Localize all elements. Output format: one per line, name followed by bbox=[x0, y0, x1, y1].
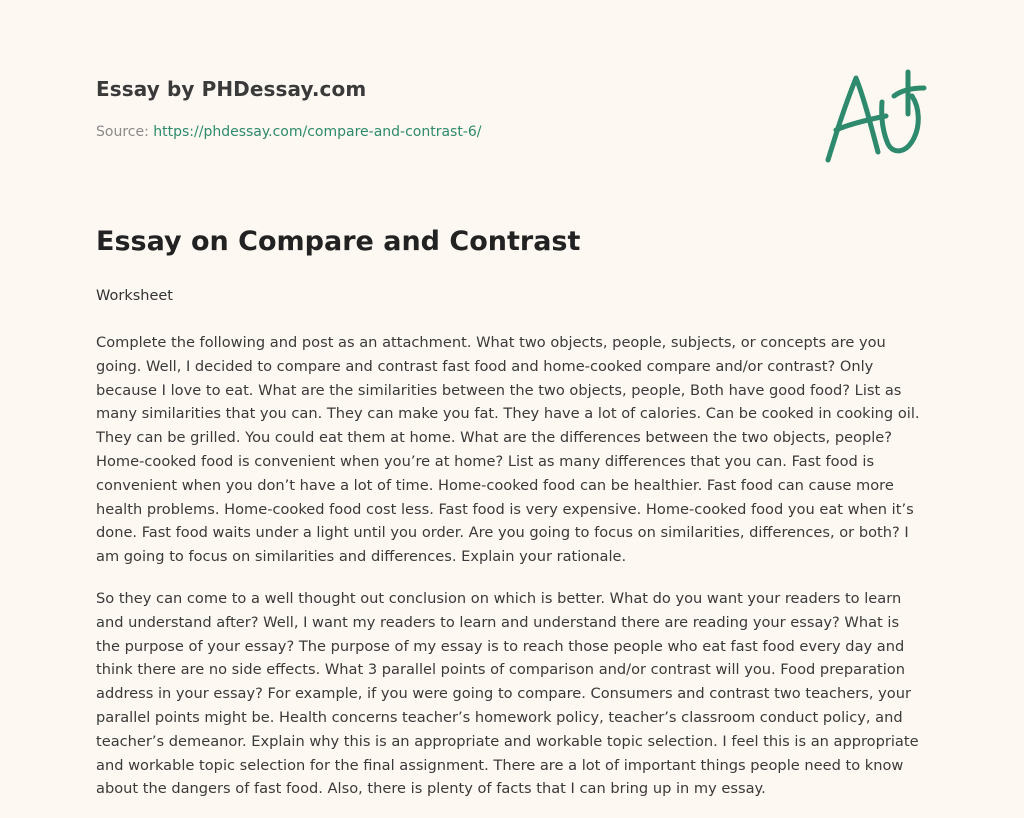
source-label: Source: bbox=[96, 124, 149, 140]
essay-title: Essay on Compare and Contrast bbox=[96, 226, 581, 257]
essay-subheading: Worksheet bbox=[96, 288, 173, 304]
essay-paragraph-2: So they can come to a well thought out conclusion on which is better. What do you want your readers to learn and understand after? Well, I want my readers to learn and understand there are reading your essay? What is the purpose of your essay? The purpose of my essay is to reach those people who eat fast food every day and think there are no side effects. What 3 parallel points of comparison and/or contrast will you. Food preparation address in your essay? For example, if you were going to compare. Consumers and contrast two teachers, your parallel points might be. Health concerns teacher’s homework policy, teacher’s classroom conduct policy, and teacher’s demeanor. Explain why this is an appropriate and workable topic selection. I feel this is an appropriate and workable topic selection for the final assignment. There are a lot of important things people need to know about the dangers of fast food. Also, there is plenty of facts that I can bring up in my essay. bbox=[96, 590, 919, 798]
source-link[interactable]: https://phdessay.com/compare-and-contrast-6/ bbox=[153, 124, 482, 140]
site-title: Essay by PHDessay.com bbox=[96, 77, 367, 101]
a-plus-logo-icon bbox=[824, 68, 928, 164]
essay-paragraph-1: Complete the following and post as an attachment. What two objects, people, subjects, or concepts are you going. Well, I decided to compare and contrast fast food and home-cooked compare and/or contrast? Only because I love to eat. What are the similarities between the two objects, people, Both have good food? List as many similarities that you can. They can make you fat. They have a lot of calories. Can be cooked in cooking oil. They can be grilled. You could eat them at home. What are the differences between the two objects, people? Home-cooked food is convenient when you’re at home? List as many differences that you can. Fast food is convenient when you don’t have a lot of time. Home-cooked food can be healthier. Fast food can cause more health problems. Home-cooked food cost less. Fast food is very expensive. Home-cooked food you eat when it’s done. Fast food waits under a light until you order. Are you going to focus on similarities, differences, or both? I am going to focus on similarities and differences. Explain your rationale. bbox=[96, 334, 920, 566]
source-line bbox=[96, 124, 482, 140]
